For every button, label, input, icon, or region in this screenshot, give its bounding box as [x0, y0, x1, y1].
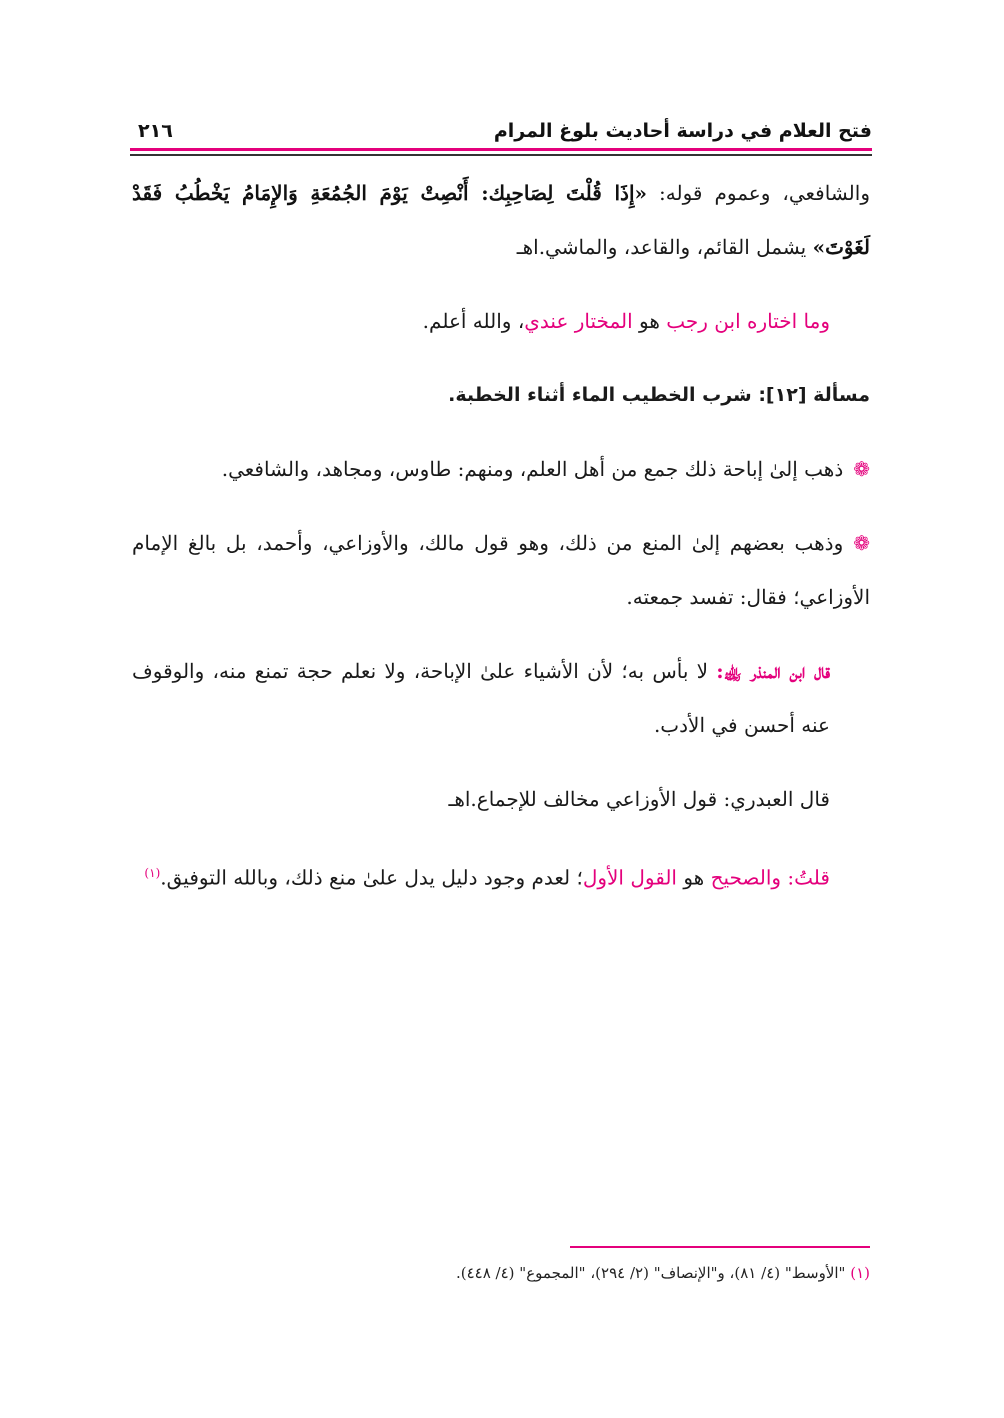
- bullet-paragraph-2: ❁وذهب بعضهم إلىٰ المنع من ذلك، وهو قول مالك، والأوزاعي، وأحمد، بل بالغ الإمام الأوزاعي؛ فقال: تفسد جمعته.: [132, 531, 870, 609]
- bullet-paragraph-1: ❁ذهب إلىٰ إباحة ذلك جمع من أهل العلم، ومنهم: طاوس، ومجاهد، والشافعي.: [221, 457, 870, 481]
- paragraph-2: وما اختاره ابن رجب هو المختار عندي، والله أعلم.: [422, 309, 830, 333]
- page-body: [132, 166, 870, 905]
- issue-heading: مسألة [١٢]: شرب الخطيب الماء أثناء الخطبة.: [448, 384, 870, 406]
- paragraph-ibn-almundhir: قال ابن المنذر ﵀: لا بأس به؛ لأن الأشياء علىٰ الإباحة، ولا نعلم حجة تمنع منه، والوقوف عنه أحسن في الأدب.: [132, 659, 830, 737]
- paragraph-conclusion: قلتُ: والصحيح هو القول الأول؛ لعدم وجود دليل يدل علىٰ منع ذلك، وبالله التوفيق.$^{(١)}$: [144, 865, 830, 890]
- header-rule-dark: [130, 154, 872, 156]
- paragraph-abdari: قال العبدري: قول الأوزاعي مخالف للإجماع.اهـ: [448, 787, 830, 811]
- footnote-separator: [570, 1246, 870, 1248]
- flower-ornament-icon: ❁: [853, 457, 870, 481]
- paragraph-1: والشافعي، وعموم قوله: «إِذَا قُلْتَ لِصَاحِبِك: أَنْصِتْ يَوْمَ الجُمُعَةِ وَالإِمَامُ يَخْطُبُ فَقَدْ لَغَوْتَ» يشمل القائم، والقاعد، والماشي.اهـ: [132, 181, 870, 259]
- book-title: فتح العلام في دراسة أحاديث بلوغ المرام: [493, 120, 872, 142]
- hadith-quote: «إِذَا قُلْتَ لِصَاحِبِك: أَنْصِتْ يَوْمَ الجُمُعَةِ وَالإِمَامُ يَخْطُبُ فَقَدْ لَغَوْتَ»: [132, 181, 870, 259]
- header-rule-pink: [130, 148, 872, 151]
- footnote-marker: (١): [850, 1264, 870, 1282]
- flower-ornament-icon: ❁: [853, 531, 870, 555]
- footnote-text: "الأوسط" (٤/ ٨١)، و"الإنصاف" (٢/ ٢٩٤)، "المجموع" (٤/ ٤٤٨).: [455, 1264, 851, 1282]
- footnote: [132, 1264, 870, 1282]
- page-number: ٢١٦: [138, 120, 173, 142]
- footnote-reference[interactable]: (١): [144, 866, 161, 880]
- running-header: [130, 118, 872, 152]
